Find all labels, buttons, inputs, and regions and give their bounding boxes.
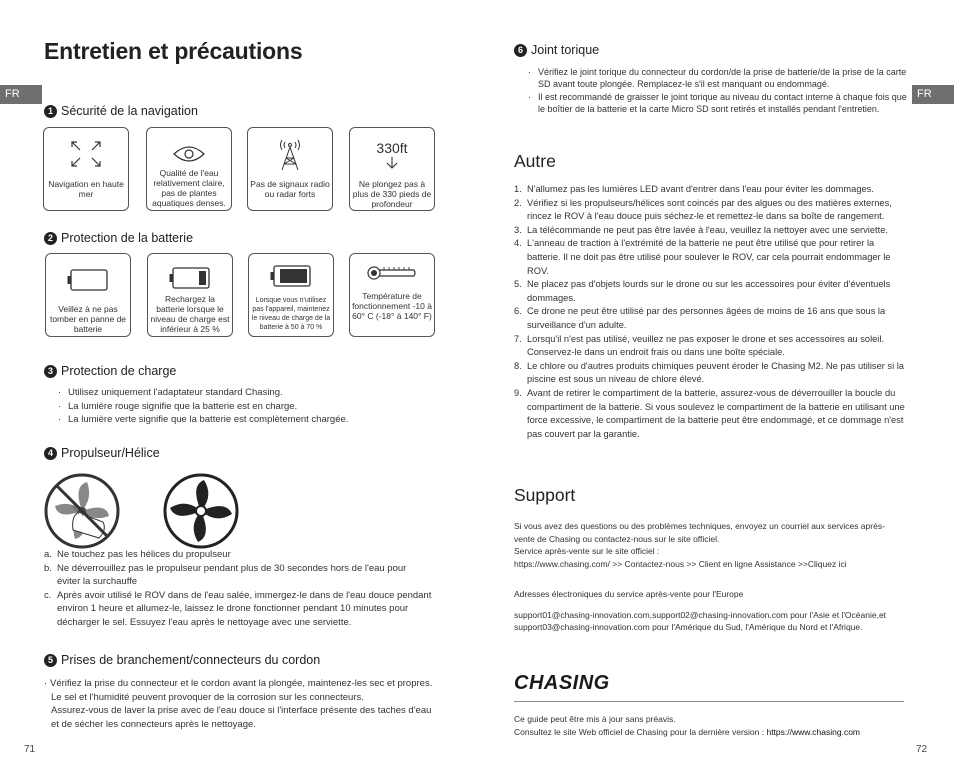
section-number: 6 <box>514 44 527 57</box>
section-navigation-safety <box>44 104 198 118</box>
website-link[interactable]: https://www.chasing.com <box>766 726 861 737</box>
item-text: N'allumez pas les lumières LED avant d'entrer dans l'eau pour éviter les dommages. <box>527 184 874 194</box>
footer-line <box>514 726 914 739</box>
propeller-list <box>44 548 432 630</box>
list-item: · Il est recommandé de graisser le joint torique au niveau du contact interne à chaque fois que le boîtier de la batterie et la carte Micro SD sont retirés et installés pendant l'entretien. <box>528 91 910 116</box>
item-text: La télécommande ne peut pas être lavée à l'eau, veuillez la nettoyer avec une serviette. <box>527 224 888 235</box>
section-number: 5 <box>44 654 57 667</box>
item-marker: 1. <box>514 184 522 194</box>
item-marker: 2. <box>514 197 522 208</box>
section-title: Sécurité de la navigation <box>61 104 198 118</box>
list-item: · Vérifiez la prise du connecteur et le cordon avant la plongée, maintenez-les sec et propres. <box>44 678 433 689</box>
card-caption: Qualité de l'eau relativement claire, pas de plantes aquatiques denses. <box>152 168 226 208</box>
card-battery-empty <box>45 253 131 337</box>
card-caption: Veillez à ne pas tomber en panne de batterie <box>49 304 127 334</box>
battery-low-icon <box>148 266 232 295</box>
item-marker: 9. <box>514 387 522 398</box>
battery-empty-icon <box>46 268 130 297</box>
o-ring-list <box>528 66 910 115</box>
thermometer-icon <box>350 264 434 287</box>
section-number: 4 <box>44 447 57 460</box>
footer-note: Ce guide peut être mis à jour sans préavis. <box>514 714 676 724</box>
card-caption: Pas de signaux radio ou radar forts <box>250 179 330 199</box>
section-propeller <box>44 446 160 460</box>
list-item <box>514 305 910 332</box>
list-item: · Vérifiez le joint torique du connecteur du cordon/de la prise de batterie/de la prise de la carte SD avant toute plongée. Remplacez-le s'il est manquant ou endommagé. <box>528 66 910 91</box>
signal-tower-icon <box>248 136 332 177</box>
list-item <box>514 183 910 197</box>
item-text: Ne déverrouillez pas le propulseur pendant plus de 30 secondes hors de l'eau pour éviter la surchauffe <box>57 562 407 588</box>
charge-protection-list <box>58 386 438 427</box>
language-tab-left: FR <box>0 85 42 104</box>
section-battery-protection <box>44 231 193 245</box>
support-emails[interactable]: support01@chasing-innovation.com,support02@chasing-innovation.com pour l'Asie et l'Océanie,et support03@chasing-innovation.com pour l'Amérique du Sud, l'Amérique du Nord et l'Afrique. <box>514 609 887 632</box>
section-support-title: Support <box>514 485 576 505</box>
section-number: 2 <box>44 232 57 245</box>
item-marker: 6. <box>514 306 522 317</box>
item-marker: 4. <box>514 238 522 249</box>
section-charge-protection <box>44 364 176 378</box>
item-text: Ce drone ne peut être utilisé par des personnes âgées de moins de 16 ans que sous la surveillance d'un adulte. <box>527 306 886 330</box>
item-text: Après avoir utilisé le ROV dans de l'eau salée, immergez-le dans de l'eau douce pendant environ 1 heure et allumez-le, laissez le drone fonctionner pendant 10 minutes pour décharger le sel. Essuyez l'eau après le nettoyage avec une serviette. <box>57 589 432 628</box>
support-paragraph: Service après-vente sur le site officiel : <box>514 546 660 556</box>
list-item <box>514 278 910 305</box>
section-connectors <box>44 653 320 667</box>
item-text: Le chlore ou d'autres produits chimiques peuvent éroder le Chasing M2. Ne pas utiliser si la piscine est sous un niveau de chlore élevé. <box>527 360 904 385</box>
item-marker: 8. <box>514 360 522 371</box>
card-caption: Température de fonctionnement -10 à 60° C (-18° à 140° F) <box>352 291 432 321</box>
propeller-icon <box>162 472 240 555</box>
item-marker: a. <box>44 549 52 560</box>
list-item: Le sel et l'humidité peuvent provoquer de la corrosion sur les connecteurs. <box>51 691 364 703</box>
card-high-sea <box>43 127 129 211</box>
card-caption: Rechargez la batterie lorsque le niveau de charge est inférieur à 25 % <box>150 294 230 334</box>
item-marker: 5. <box>514 279 522 290</box>
card-operating-temperature <box>349 253 435 337</box>
footer-prefix: Consultez le site Web officiel de Chasing pour la dernière version : <box>514 726 767 737</box>
list-item <box>44 589 432 630</box>
list-item <box>514 333 910 360</box>
item-text: Vérifiez si les propulseurs/hélices sont coincés par des algues ou des matières externes, rincez le ROV à l'eau douce puis séchez-le et remettez-le dans sa boîte de rangement. <box>527 197 892 222</box>
list-item <box>514 237 910 278</box>
list-item: · Utilisez uniquement l'adaptateur standard Chasing. <box>58 386 438 400</box>
eye-icon <box>147 144 231 169</box>
battery-half-icon <box>249 264 333 293</box>
item-marker: c. <box>44 589 52 601</box>
support-paragraph: Adresses électroniques du service après-vente pour l'Europe <box>514 589 744 599</box>
support-link-path[interactable]: https://www.chasing.com/ >> Contactez-nous >> Client en ligne Assistance >>Cliquez ici <box>514 558 847 569</box>
arrows-icon <box>44 138 128 175</box>
no-touch-propeller-icon <box>43 472 121 555</box>
item-text: Avant de retirer le compartiment de la batterie, assurez-vous de déverrouiller la boucle du compartiment de la batterie. Si vous soulevez le compartiment de la batterie en utilisant une force excessive, le compartiment de la batterie peut être endommagé, et ce dommage n'est pas couvert par la garantie. <box>527 387 905 439</box>
card-battery-storage <box>248 253 334 337</box>
item-marker: b. <box>44 562 52 574</box>
card-caption: Lorsque vous n'utilisez pas l'appareil, maintenez le niveau de charge de la batterie à 50 à 70 % <box>251 297 331 331</box>
item-text: Ne touchez pas les hélices du propulseur <box>57 549 231 560</box>
card-no-radio-signal <box>247 127 333 211</box>
language-tab-right: FR <box>912 85 954 104</box>
section-title: Propulseur/Hélice <box>61 446 160 460</box>
card-caption: Navigation en haute mer <box>48 179 124 199</box>
connectors-text <box>44 677 434 731</box>
list-item <box>514 387 910 441</box>
section-number: 1 <box>44 105 57 118</box>
section-number: 3 <box>44 365 57 378</box>
support-paragraph: Si vous avez des questions ou des problèmes techniques, envoyez un courriel aux services après-vente de Chasing ou contactez-nous sur le site officiel. <box>514 521 885 544</box>
item-text: Vérifiez la prise du connecteur et le cordon avant la plongée, maintenez-les sec et propres. <box>50 678 433 689</box>
list-item <box>514 360 910 387</box>
list-item: · La lumière verte signifie que la batterie est complètement chargée. <box>58 413 438 427</box>
card-caption: Ne plongez pas à plus de 330 pieds de profondeur <box>352 179 432 209</box>
card-water-quality <box>146 127 232 211</box>
item-marker: 7. <box>514 333 522 344</box>
page-number-right: 72 <box>916 744 928 755</box>
card-battery-low <box>147 253 233 337</box>
item-text: Ne placez pas d'objets lourds sur le drone ou sur les accessoires pour éviter d'éventuels dommages. <box>527 279 891 303</box>
list-item: Assurez-vous de laver la prise avec de l'eau douce si l'interface présente des taches d'eau et de sécher les connecteurs après le nettoyage. <box>51 705 432 730</box>
other-list <box>514 183 910 441</box>
page-title: Entretien et précautions <box>44 38 303 64</box>
card-max-depth <box>349 127 435 211</box>
list-item: · La lumière rouge signifie que la batterie est en charge. <box>58 400 438 414</box>
support-text <box>514 520 899 634</box>
depth-label: 330ft <box>376 140 408 156</box>
section-title: Protection de charge <box>61 364 177 378</box>
chasing-logo: CHASING <box>514 672 610 694</box>
list-item <box>44 562 432 589</box>
section-title: Joint torique <box>531 43 600 57</box>
list-item <box>44 548 432 562</box>
list-item <box>514 197 910 224</box>
page-number-left: 71 <box>24 744 36 755</box>
section-o-ring <box>514 43 599 57</box>
item-marker: 3. <box>514 224 522 235</box>
depth-icon <box>350 140 434 173</box>
footer-text <box>514 713 914 738</box>
list-item <box>514 224 910 238</box>
divider <box>514 701 904 702</box>
section-title: Prises de branchement/connecteurs du cordon <box>61 653 321 667</box>
section-title: Protection de la batterie <box>61 231 194 245</box>
item-text: L'anneau de traction à l'extrémité de la batterie ne peut être utilisé que pour retirer la batterie. Il ne doit pas être utilisé pour soulever le ROV, car cela pourrait endommager le ROV. <box>527 238 891 276</box>
section-other-title: Autre <box>514 151 556 171</box>
item-text: Lorsqu'il n'est pas utilisé, veuillez ne pas exposer le drone et ses accessoires au soleil. Conservez-le dans un endroit frais ou dans une boîte spéciale. <box>527 333 885 358</box>
